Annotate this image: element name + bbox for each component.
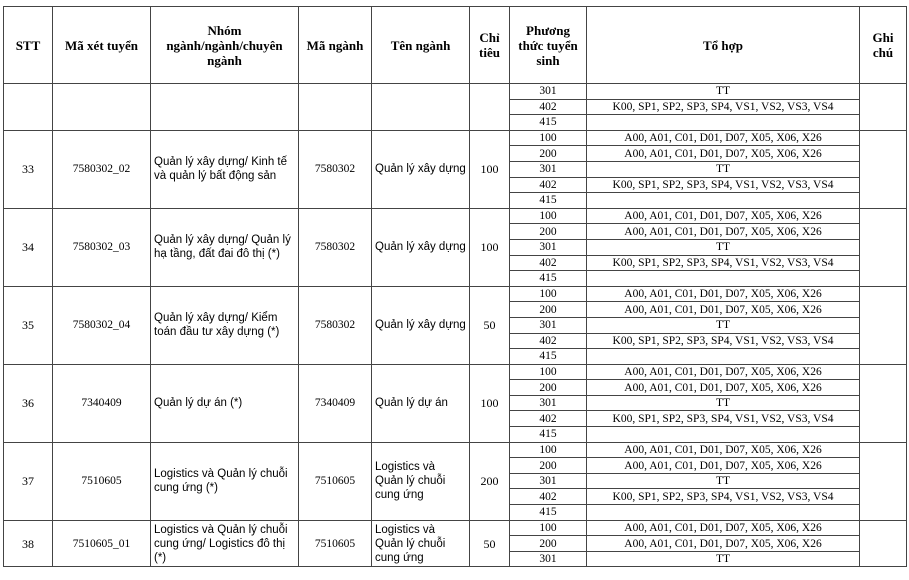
cell-phuong-thuc: 100 (510, 520, 587, 536)
cell-to-hop: A00, A01, C01, D01, D07, X05, X06, X26 (587, 208, 860, 224)
cell-to-hop: TT (587, 317, 860, 333)
cell-to-hop: A00, A01, C01, D01, D07, X05, X06, X26 (587, 302, 860, 318)
cell-phuong-thuc: 301 (510, 473, 587, 489)
cell-ten-nganh: Quản lý dự án (372, 364, 470, 442)
cell-chi-tieu (470, 84, 510, 131)
cell-nhom-nganh: Logistics và Quản lý chuỗi cung ứng/ Logistics đô thị (*) (151, 520, 299, 567)
cell-phuong-thuc: 301 (510, 551, 587, 567)
cell-ma-xet-tuyen: 7340409 (53, 364, 151, 442)
cell-ma-xet-tuyen (53, 84, 151, 131)
cell-phuong-thuc: 100 (510, 130, 587, 146)
cell-to-hop: A00, A01, C01, D01, D07, X05, X06, X26 (587, 520, 860, 536)
cell-phuong-thuc: 200 (510, 224, 587, 240)
cell-phuong-thuc: 100 (510, 286, 587, 302)
cell-chi-tieu: 100 (470, 130, 510, 208)
cell-chi-tieu: 100 (470, 208, 510, 286)
cell-ma-nganh: 7510605 (299, 520, 372, 567)
cell-ma-nganh (299, 84, 372, 131)
cell-phuong-thuc: 415 (510, 271, 587, 287)
cell-to-hop (587, 505, 860, 521)
cell-phuong-thuc: 301 (510, 239, 587, 255)
cell-phuong-thuc: 402 (510, 489, 587, 505)
cell-stt: 34 (4, 208, 53, 286)
cell-ma-xet-tuyen: 7580302_03 (53, 208, 151, 286)
cell-to-hop: A00, A01, C01, D01, D07, X05, X06, X26 (587, 286, 860, 302)
cell-phuong-thuc: 200 (510, 146, 587, 162)
cell-ma-nganh: 7510605 (299, 442, 372, 520)
cell-nhom-nganh: Quản lý xây dựng/ Kinh tế và quản lý bất động sản (151, 130, 299, 208)
cell-to-hop (587, 193, 860, 209)
cell-phuong-thuc: 200 (510, 302, 587, 318)
cell-phuong-thuc: 415 (510, 115, 587, 131)
admissions-table (3, 6, 907, 567)
cell-stt: 38 (4, 520, 53, 567)
cell-phuong-thuc: 100 (510, 364, 587, 380)
cell-phuong-thuc: 415 (510, 349, 587, 365)
cell-to-hop: A00, A01, C01, D01, D07, X05, X06, X26 (587, 146, 860, 162)
cell-nhom-nganh (151, 84, 299, 131)
cell-phuong-thuc: 200 (510, 380, 587, 396)
cell-ghi-chu (860, 84, 907, 131)
cell-to-hop: TT (587, 161, 860, 177)
cell-phuong-thuc: 100 (510, 442, 587, 458)
cell-ma-nganh: 7340409 (299, 364, 372, 442)
cell-phuong-thuc: 301 (510, 395, 587, 411)
cell-stt: 33 (4, 130, 53, 208)
cell-to-hop: K00, SP1, SP2, SP3, SP4, VS1, VS2, VS3, VS4 (587, 99, 860, 115)
table-row (4, 286, 907, 302)
cell-chi-tieu: 200 (470, 442, 510, 520)
cell-ten-nganh: Logistics và Quản lý chuỗi cung ứng (372, 520, 470, 567)
cell-phuong-thuc: 415 (510, 427, 587, 443)
cell-phuong-thuc: 402 (510, 333, 587, 349)
cell-phuong-thuc: 200 (510, 458, 587, 474)
cell-stt: 35 (4, 286, 53, 364)
table-body (4, 84, 907, 567)
cell-phuong-thuc: 301 (510, 84, 587, 100)
cell-to-hop: A00, A01, C01, D01, D07, X05, X06, X26 (587, 364, 860, 380)
cell-to-hop: TT (587, 239, 860, 255)
cell-nhom-nganh: Quản lý dự án (*) (151, 364, 299, 442)
cell-chi-tieu: 50 (470, 286, 510, 364)
cell-to-hop: K00, SP1, SP2, SP3, SP4, VS1, VS2, VS3, VS4 (587, 489, 860, 505)
table-row (4, 208, 907, 224)
table-row (4, 130, 907, 146)
cell-to-hop: TT (587, 473, 860, 489)
table-row (4, 520, 907, 536)
cell-stt (4, 84, 53, 131)
cell-nhom-nganh: Quản lý xây dựng/ Quản lý hạ tầng, đất đai đô thị (*) (151, 208, 299, 286)
cell-stt: 37 (4, 442, 53, 520)
cell-phuong-thuc: 415 (510, 193, 587, 209)
cell-nhom-nganh: Logistics và Quản lý chuỗi cung ứng (*) (151, 442, 299, 520)
cell-ghi-chu (860, 520, 907, 567)
cell-ghi-chu (860, 130, 907, 208)
cell-to-hop: A00, A01, C01, D01, D07, X05, X06, X26 (587, 224, 860, 240)
table-row (4, 364, 907, 380)
header-row (4, 7, 907, 84)
cell-to-hop: TT (587, 395, 860, 411)
cell-to-hop: TT (587, 551, 860, 567)
admissions-table-page (3, 6, 906, 578)
header-stt: STT (4, 7, 53, 84)
cell-to-hop (587, 427, 860, 443)
cell-ma-xet-tuyen: 7510605 (53, 442, 151, 520)
table-row (4, 442, 907, 458)
cell-to-hop (587, 271, 860, 287)
cell-ten-nganh: Quản lý xây dựng (372, 130, 470, 208)
header-to-hop: Tổ hợp (587, 7, 860, 84)
cell-to-hop: A00, A01, C01, D01, D07, X05, X06, X26 (587, 442, 860, 458)
cell-phuong-thuc: 402 (510, 177, 587, 193)
cell-to-hop (587, 115, 860, 131)
cell-ma-xet-tuyen: 7580302_04 (53, 286, 151, 364)
header-chi-tieu: Chỉ tiêu (470, 7, 510, 84)
header-phuong-thuc: Phương thức tuyển sinh (510, 7, 587, 84)
cell-phuong-thuc: 415 (510, 505, 587, 521)
header-ma-nganh: Mã ngành (299, 7, 372, 84)
cell-nhom-nganh: Quản lý xây dựng/ Kiểm toán đầu tư xây dựng (*) (151, 286, 299, 364)
cell-to-hop: TT (587, 84, 860, 100)
cell-to-hop: K00, SP1, SP2, SP3, SP4, VS1, VS2, VS3, VS4 (587, 411, 860, 427)
cell-phuong-thuc: 301 (510, 317, 587, 333)
cell-to-hop: A00, A01, C01, D01, D07, X05, X06, X26 (587, 458, 860, 474)
table-row (4, 84, 907, 100)
cell-ghi-chu (860, 208, 907, 286)
cell-chi-tieu: 50 (470, 520, 510, 567)
header-ghi-chu: Ghi chú (860, 7, 907, 84)
cell-ghi-chu (860, 364, 907, 442)
cell-to-hop: A00, A01, C01, D01, D07, X05, X06, X26 (587, 380, 860, 396)
cell-phuong-thuc: 200 (510, 536, 587, 552)
cell-to-hop: A00, A01, C01, D01, D07, X05, X06, X26 (587, 536, 860, 552)
cell-to-hop: A00, A01, C01, D01, D07, X05, X06, X26 (587, 130, 860, 146)
cell-to-hop: K00, SP1, SP2, SP3, SP4, VS1, VS2, VS3, VS4 (587, 177, 860, 193)
header-ma-xet-tuyen: Mã xét tuyển (53, 7, 151, 84)
cell-phuong-thuc: 402 (510, 255, 587, 271)
cell-stt: 36 (4, 364, 53, 442)
cell-ma-nganh: 7580302 (299, 208, 372, 286)
cell-ma-xet-tuyen: 7580302_02 (53, 130, 151, 208)
cell-ghi-chu (860, 286, 907, 364)
cell-ten-nganh: Quản lý xây dựng (372, 286, 470, 364)
cell-ten-nganh: Quản lý xây dựng (372, 208, 470, 286)
cell-ghi-chu (860, 442, 907, 520)
cell-ten-nganh (372, 84, 470, 131)
cell-ten-nganh: Logistics và Quản lý chuỗi cung ứng (372, 442, 470, 520)
header-nhom-nganh: Nhóm ngành/ngành/chuyên ngành (151, 7, 299, 84)
cell-ma-nganh: 7580302 (299, 286, 372, 364)
cell-to-hop (587, 349, 860, 365)
cell-to-hop: K00, SP1, SP2, SP3, SP4, VS1, VS2, VS3, VS4 (587, 333, 860, 349)
cell-phuong-thuc: 402 (510, 99, 587, 115)
cell-to-hop: K00, SP1, SP2, SP3, SP4, VS1, VS2, VS3, VS4 (587, 255, 860, 271)
cell-chi-tieu: 100 (470, 364, 510, 442)
cell-phuong-thuc: 301 (510, 161, 587, 177)
cell-ma-nganh: 7580302 (299, 130, 372, 208)
cell-ma-xet-tuyen: 7510605_01 (53, 520, 151, 567)
header-ten-nganh: Tên ngành (372, 7, 470, 84)
cell-phuong-thuc: 100 (510, 208, 587, 224)
cell-phuong-thuc: 402 (510, 411, 587, 427)
